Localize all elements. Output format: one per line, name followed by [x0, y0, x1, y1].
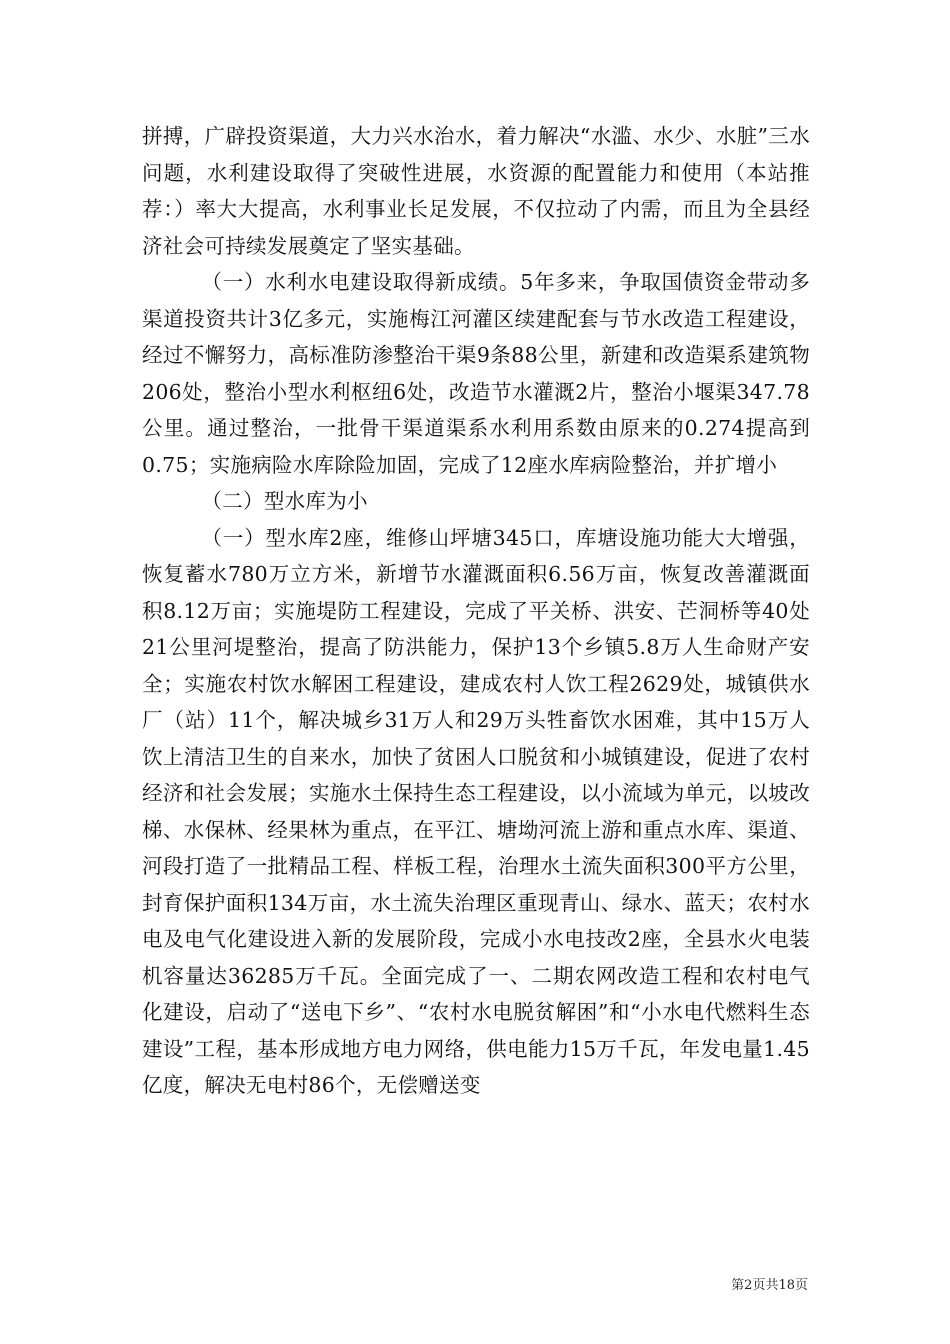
paragraph-section-1: （一）水利水电建设取得新成绩。5年多来，争取国债资金带动多渠道投资共计3亿多元，实施梅江河灌区续建配套与节水改造工程建设，经过不懈努力，高标准防渗整治干渠9条88公里，新建和改造渠系建筑物206处，整治小型水利枢纽6处，改造节水灌溉2片，整治小堰渠347.78公里。通过整治，一批骨干渠道渠系水利用系数由原来的0.274提高到0.75；实施病险水库除险加固，完成了12座水库病险整治，并扩增小 — [142, 270, 810, 477]
page-number: 第2页共18页 — [731, 1278, 808, 1293]
document-body — [142, 118, 810, 1104]
paragraph-section-2: （二）型水库为小 — [201, 489, 368, 513]
page-footer — [0, 1274, 950, 1293]
paragraph-section-3: （一）型水库2座，维修山坪塘345口，库塘设施功能大大增强，恢复蓄水780万立方米，新增节水灌溉面积6.56万亩，恢复改善灌溉面积8.12万亩；实施堤防工程建设，完成了平关桥、洪安、芒洞桥等40处21公里河堤整治，提高了防洪能力，保护13个乡镇5.8万人生命财产安全；实施农村饮水解困工程建设，建成农村人饮工程2629处，城镇供水厂（站）11个，解决城乡31万人和29万头牲畜饮水困难，其中15万人饮上清洁卫生的自来水，加快了贫困人口脱贫和小城镇建设，促进了农村经济和社会发展；实施水土保持生态工程建设，以小流域为单元，以坡改梯、水保林、经果林为重点，在平江、塘坳河流上游和重点水库、渠道、河段打造了一批精品工程、样板工程，治理水土流失面积300平方公里，封育保护面积134万亩，水土流失治理区重现青山、绿水、蓝天；农村水电及电气化建设进入新的发展阶段，完成小水电技改2座，全县水火电装机容量达36285万千瓦。全面完成了一、二期农网改造工程和农村电气化建设，启动了“送电下乡”、“农村水电脱贫解困”和“小水电代燃料生态建设”工程，基本形成地方电力网络，供电能力15万千瓦，年发电量1.45亿度，解决无电村86个，无偿赠送变 — [142, 525, 810, 1097]
paragraph-continuation: 拼搏，广辟投资渠道，大力兴水治水，着力解决“水滥、水少、水脏”三水问题，水利建设取得了突破性进展，水资源的配置能力和使用（本站推荐：）率大大提高，水利事业长足发展，不仅拉动了内需，而且为全县经济社会可持续发展奠定了坚实基础。 — [142, 124, 810, 258]
